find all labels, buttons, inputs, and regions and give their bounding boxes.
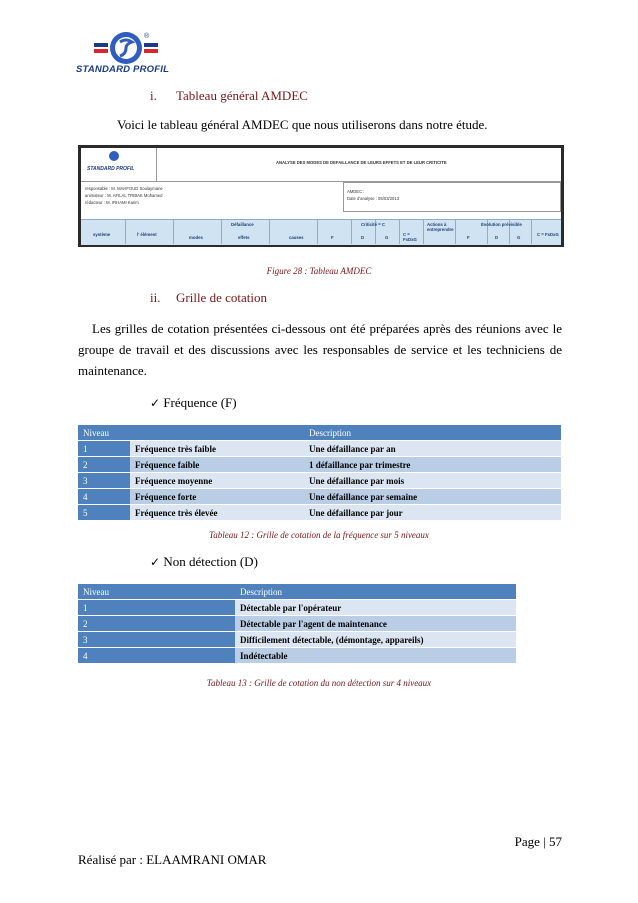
- row-description: Une défaillance par mois: [304, 473, 561, 489]
- table-header-row: [78, 584, 516, 600]
- amdec-col-element: l' élément: [137, 232, 157, 237]
- row-label: Fréquence moyenne: [130, 473, 304, 489]
- section-title: Grille de cotation: [176, 290, 267, 305]
- amdec-col-f: F: [331, 235, 334, 240]
- row-niveau: 1: [78, 441, 130, 457]
- amdec-col-criticite: Criticité = C: [361, 222, 385, 227]
- row-description: Une défaillance par an: [304, 441, 561, 457]
- amdec-col-causes: causes: [289, 235, 304, 240]
- table-header-row: [78, 425, 561, 441]
- frequence-title-text: Fréquence (F): [163, 395, 237, 410]
- intro-text: Voici le tableau général AMDEC que nous utiliserons dans notre étude.: [117, 117, 488, 132]
- section-number: i.: [150, 88, 157, 103]
- row-niveau: 3: [78, 632, 235, 648]
- row-description: Indétectable: [235, 648, 516, 664]
- amdec-table-figure: [78, 145, 564, 247]
- detection-title: [150, 554, 258, 570]
- row-niveau: 5: [78, 505, 130, 521]
- amdec-col-d: D: [361, 235, 365, 240]
- amdec-col-g: G: [385, 235, 389, 240]
- amdec-col-g2: G: [517, 235, 521, 240]
- amdec-logo-icon: [109, 151, 119, 161]
- table12-caption: Tableau 12 : Grille de cotation de la fréquence sur 5 niveaux: [209, 530, 429, 540]
- frequence-table: [78, 425, 561, 521]
- table-row: [78, 632, 516, 648]
- figure-caption: Figure 28 : Tableau AMDEC: [266, 266, 372, 276]
- amdec-label: AMDEC :: [347, 189, 365, 194]
- table-row: [78, 505, 561, 521]
- amdec-info-right: [347, 188, 399, 202]
- row-label: Fréquence très élevée: [130, 505, 304, 521]
- table-row: [78, 648, 516, 664]
- amdec-col-actions: Actions à entreprendre: [427, 222, 454, 232]
- row-label: Fréquence très faible: [130, 441, 304, 457]
- header-niveau: Niveau: [78, 584, 235, 600]
- amdec-col-systeme: système: [93, 232, 111, 237]
- row-description: Détectable par l'opérateur: [235, 600, 516, 616]
- row-niveau: 4: [78, 648, 235, 664]
- row-niveau: 2: [78, 457, 130, 473]
- frequence-title: [150, 395, 237, 411]
- table-row: [78, 473, 561, 489]
- detection-title-text: Non détection (D): [163, 554, 258, 569]
- table-row: [78, 441, 561, 457]
- row-niveau: 4: [78, 489, 130, 505]
- row-description: Détectable par l'agent de maintenance: [235, 616, 516, 632]
- amdec-logo-cell: [81, 148, 157, 181]
- footer-author: Réalisé par : ELAAMRANI OMAR: [78, 852, 267, 867]
- table-row: [78, 457, 561, 473]
- amdec-date: Date d'analyse : 05/03/2013: [347, 196, 400, 201]
- amdec-col-effets: effets: [238, 235, 250, 240]
- row-description: Difficilement détectable, (démontage, appareils): [235, 632, 516, 648]
- table-row: [78, 600, 516, 616]
- amdec-col-d2: D: [495, 235, 499, 240]
- row-description: 1 défaillance par trimestre: [304, 457, 561, 473]
- amdec-redacteur: rédacteur : M. IRHAMI Karim: [85, 200, 139, 205]
- svg-text:®: ®: [144, 33, 150, 40]
- amdec-responsable: responsable : M. MAHFOUD Soulaymane: [85, 186, 163, 191]
- section-heading-ii: [150, 290, 267, 306]
- amdec-col-c: C = FxDxG: [403, 232, 417, 242]
- logo-emblem-icon: [76, 30, 176, 66]
- section-number: ii.: [150, 290, 161, 305]
- header-description: Description: [304, 425, 561, 441]
- checkmark-icon: ✓: [150, 555, 161, 569]
- amdec-logo-text: STANDARD PROFIL: [87, 166, 135, 172]
- row-niveau: 1: [78, 600, 235, 616]
- amdec-col-evolution: Évolution prévisible: [481, 222, 522, 227]
- amdec-title-row: [81, 148, 561, 182]
- logo-text: STANDARD PROFIL: [76, 64, 170, 75]
- amdec-animateur: animateur : M. AFILAL TRIBAK Mohamed: [85, 193, 163, 198]
- row-niveau: 2: [78, 616, 235, 632]
- table-row: [78, 616, 516, 632]
- row-description: Une défaillance par semaine: [304, 489, 561, 505]
- page-number: Page | 57: [514, 834, 562, 849]
- company-logo: [76, 30, 176, 82]
- checkmark-icon: ✓: [150, 396, 161, 410]
- header-description: Description: [235, 584, 516, 600]
- table-row: [78, 489, 561, 505]
- amdec-title: ANALYSE DES MODES DE DEFAILLANCE DE LEURS EFFETS ET DE LEUR CRITICITE: [276, 160, 447, 165]
- paragraph-text: Les grilles de cotation présentées ci-dessous ont été préparées après des réunions avec le groupe de travail et des discussions avec les responsables de service et les techniciens de maintenance.: [78, 321, 562, 378]
- amdec-col-f2: F: [467, 235, 470, 240]
- detection-table: [78, 584, 516, 664]
- section-heading-i: [150, 88, 308, 104]
- row-description: Une défaillance par jour: [304, 505, 561, 521]
- row-niveau: 3: [78, 473, 130, 489]
- row-label: Fréquence forte: [130, 489, 304, 505]
- table13-caption: Tableau 13 : Grille de cotation du non détection sur 4 niveaux: [206, 678, 432, 688]
- amdec-col-modes: modes: [189, 235, 203, 240]
- amdec-info-left: [85, 185, 163, 206]
- row-label: Fréquence faible: [130, 457, 304, 473]
- section-title: Tableau général AMDEC: [176, 88, 308, 103]
- header-niveau: Niveau: [78, 425, 304, 441]
- amdec-col-c2: C = FxDxG: [537, 232, 559, 237]
- amdec-col-defaillance: Défaillance: [231, 222, 254, 227]
